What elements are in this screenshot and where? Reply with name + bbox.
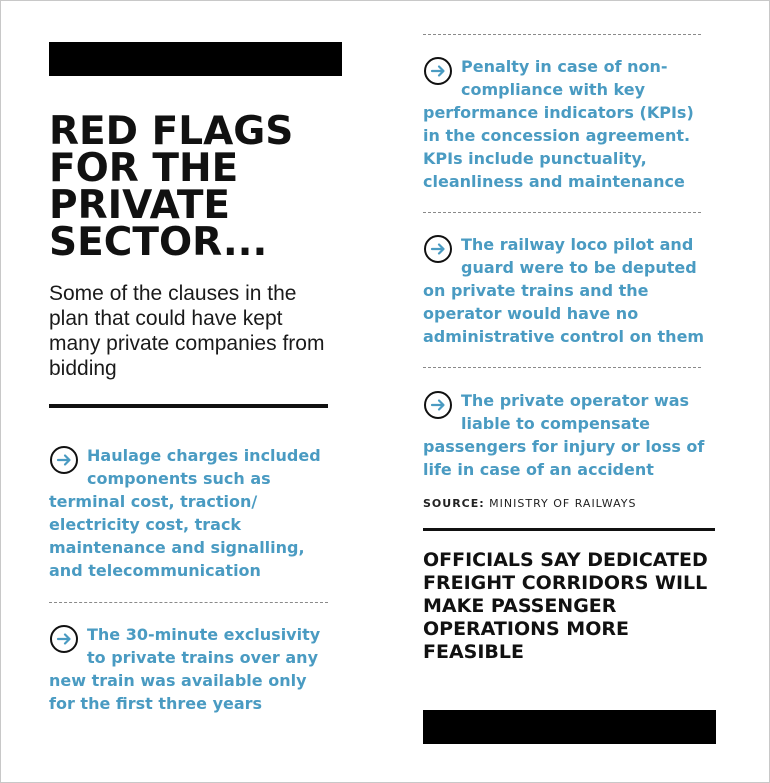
flag-item [49,623,334,715]
flag-item [423,389,708,481]
right-dashed-divider [423,367,701,368]
arrow-right-circle-icon [423,234,453,264]
flag-text: The private operator was liable to compensate passengers for injury or loss of life in case of an accident [423,391,705,479]
top-left-black-bar [49,42,342,76]
flag-text: Penalty in case of non-compliance with key performance indicators (KPIs) in the concession agreement. KPIs include punctuality, cleanliness and maintenance [423,57,694,191]
source-line [423,497,636,510]
flag-item [423,55,708,193]
flag-item [49,444,334,582]
left-divider-rule [49,404,328,408]
arrow-right-circle-icon [423,390,453,420]
subhead: Some of the clauses in the plan that could have kept many private companies from bidding [49,282,325,380]
officials-statement: OFFICIALS SAY DEDICATED FREIGHT CORRIDORS WILL MAKE PASSENGER OPERATIONS MORE FEASIBLE [423,549,708,663]
right-dashed-divider [423,212,701,213]
flag-item [423,233,708,348]
arrow-right-circle-icon [49,624,79,654]
headline: RED FLAGS FOR THE PRIVATE SECTOR... [49,109,294,265]
arrow-right-circle-icon [49,445,79,475]
left-dashed-divider [49,602,328,603]
right-divider-rule [423,528,715,531]
source-value: MINISTRY OF RAILWAYS [489,497,637,510]
source-label: SOURCE: [423,497,485,510]
bottom-right-black-bar [423,710,716,744]
right-dashed-divider [423,34,701,35]
flag-text: Haulage charges included components such as terminal cost, traction/ electricity cost, track maintenance and signalling, and telecommunication [49,446,321,580]
flag-text: The railway loco pilot and guard were to be deputed on private trains and the operator would have no administrative control on them [423,235,705,346]
flag-text: The 30-minute exclusivity to private trains over any new train was available only for the first three years [49,625,321,713]
arrow-right-circle-icon [423,56,453,86]
